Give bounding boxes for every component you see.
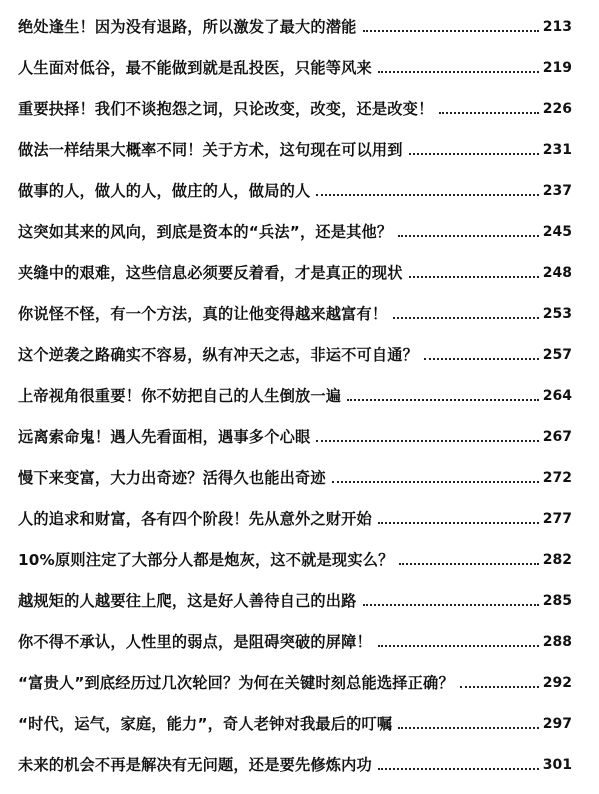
toc-entry-page: 253	[542, 306, 572, 322]
toc-entry[interactable]	[18, 377, 572, 407]
dot-leader	[460, 686, 539, 688]
toc-entry-title: 人生面对低谷，最不能做到就是乱投医，只能等风来	[18, 59, 372, 77]
toc-entry-title: 未来的机会不再是解决有无问题，还是要先修炼内功	[18, 756, 372, 774]
toc-entry-page: 248	[542, 265, 572, 281]
dot-leader	[378, 71, 539, 73]
toc-entry-page: 213	[542, 19, 572, 35]
dot-leader	[393, 317, 538, 319]
toc-entry-title: 慢下来变富，大力出奇迹？活得久也能出奇迹	[18, 469, 326, 487]
dot-leader	[347, 399, 539, 401]
dot-leader	[399, 563, 538, 565]
toc-entry[interactable]	[18, 664, 572, 694]
toc-entry-page: 264	[542, 388, 572, 404]
toc-entry[interactable]	[18, 746, 572, 776]
toc-entry-title: 远离索命鬼！遇人先看面相，遇事多个心眼	[18, 428, 311, 446]
dot-leader	[363, 30, 539, 32]
toc-entry-page: 237	[542, 183, 572, 199]
toc-entry-page: 292	[542, 675, 572, 691]
toc-entry-title: 越规矩的人越要往上爬，这是好人善待自己的出路	[18, 592, 357, 610]
toc-entry-title: 夹缝中的艰难，这些信息必须要反着看，才是真正的现状	[18, 264, 403, 282]
toc-entry-page: 288	[542, 634, 572, 650]
toc-entry-page: 297	[542, 716, 572, 732]
toc-entry[interactable]	[18, 582, 572, 612]
toc-entry[interactable]	[18, 8, 572, 38]
toc-entry[interactable]	[18, 500, 572, 530]
toc-entry[interactable]	[18, 336, 572, 366]
toc-entry-page: 226	[542, 101, 572, 117]
toc-entry[interactable]	[18, 254, 572, 284]
dot-leader	[332, 481, 539, 483]
toc-entry-title: 你不得不承认，人性里的弱点，是阻碍突破的屏障！	[18, 633, 372, 651]
dot-leader	[424, 358, 539, 360]
toc-entry[interactable]	[18, 172, 572, 202]
toc-entry-title: “富贵人”到底经历过几次轮回？为何在关键时刻总能选择正确？	[18, 674, 454, 692]
toc-entry-page: 267	[542, 429, 572, 445]
dot-leader	[378, 768, 539, 770]
dot-leader	[363, 604, 539, 606]
toc-entry[interactable]	[18, 213, 572, 243]
toc-entry-title: 这个逆袭之路确实不容易，纵有冲天之志，非运不可自通？	[18, 346, 419, 364]
toc-entry[interactable]	[18, 459, 572, 489]
toc-entry[interactable]	[18, 623, 572, 653]
toc-entry-title: 10%原则注定了大部分人都是炮灰，这不就是现实么？	[18, 551, 394, 569]
toc-entry[interactable]	[18, 295, 572, 325]
dot-leader	[409, 276, 539, 278]
toc-entry-title: 绝处逢生！因为没有退路，所以激发了最大的潜能	[18, 18, 357, 36]
toc-entry-title: 你说怪不怪，有一个方法，真的让他变得越来越富有！	[18, 305, 388, 323]
toc-entry-page: 219	[542, 60, 572, 76]
dot-leader	[409, 153, 539, 155]
toc-entry-page: 272	[542, 470, 572, 486]
toc-entry-page: 245	[542, 224, 572, 240]
dot-leader	[316, 440, 538, 442]
toc-entry[interactable]	[18, 49, 572, 79]
toc-entry-title: 人的追求和财富，各有四个阶段！先从意外之财开始	[18, 510, 372, 528]
dot-leader	[378, 645, 539, 647]
toc-entry[interactable]	[18, 705, 572, 735]
toc-entry-title: 这突如其来的风向，到底是资本的“兵法”，还是其他？	[18, 223, 393, 241]
toc-entry-title: 做事的人，做人的人，做庄的人，做局的人	[18, 182, 311, 200]
toc-entry-page: 277	[542, 511, 572, 527]
toc-entry[interactable]	[18, 131, 572, 161]
toc-entry-page: 231	[542, 142, 572, 158]
toc-entry-title: 做法一样结果大概率不同！关于方术，这句现在可以用到	[18, 141, 403, 159]
toc-entry-page: 257	[542, 347, 572, 363]
dot-leader	[316, 194, 538, 196]
dot-leader	[398, 727, 538, 729]
toc-entry-page: 285	[542, 593, 572, 609]
toc-entry-title: 上帝视角很重要！你不妨把自己的人生倒放一遍	[18, 387, 342, 405]
toc-entry-page: 282	[542, 552, 572, 568]
toc-entry-title: 重要抉择！我们不谈抱怨之词，只论改变，改变，还是改变！	[18, 100, 434, 118]
toc-entry-title: “时代，运气，家庭，能力”，奇人老钟对我最后的叮嘱	[18, 715, 393, 733]
toc-entry[interactable]	[18, 90, 572, 120]
toc-entry[interactable]	[18, 418, 572, 448]
dot-leader	[378, 522, 539, 524]
dot-leader	[439, 112, 538, 114]
dot-leader	[398, 235, 538, 237]
toc-entry-page: 301	[542, 757, 572, 773]
toc-entry[interactable]	[18, 541, 572, 571]
